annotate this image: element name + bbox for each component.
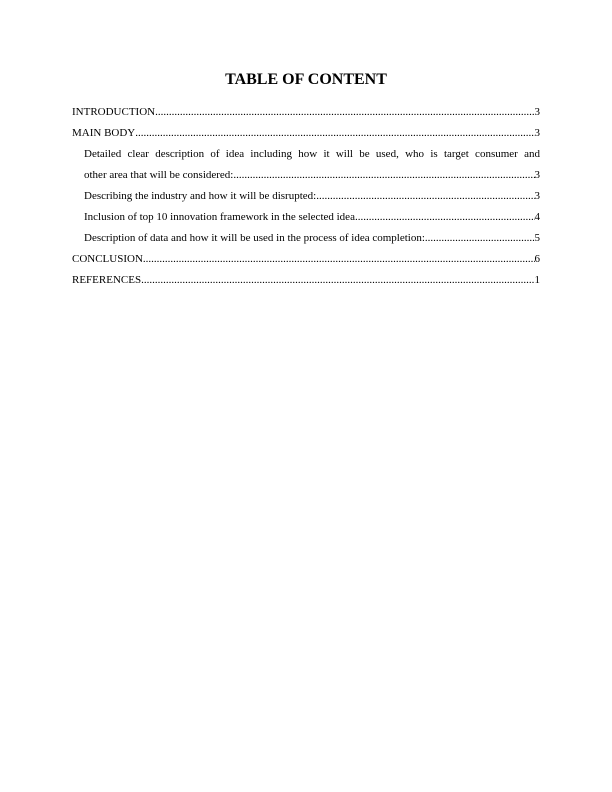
toc-dot-leader [233,165,534,186]
toc-entry-label: Inclusion of top 10 innovation framework in the selected idea [84,211,355,223]
toc-dot-leader [316,186,534,207]
table-of-contents [72,102,540,291]
toc-entry-introduction[interactable] [72,102,540,123]
toc-entry-label: Description of data and how it will be used in the process of idea completion: [84,232,425,244]
toc-entry-data-description[interactable] [72,228,540,249]
toc-entry-detailed-description[interactable] [72,144,540,186]
toc-title: TABLE OF CONTENT [225,71,387,88]
toc-entry-label: MAIN BODY [72,127,136,139]
toc-entry-label: Describing the industry and how it will be disrupted: [84,190,317,202]
toc-page-number: 3 [534,106,540,118]
toc-entry-label: CONCLUSION [72,253,143,265]
toc-entry-references[interactable] [72,270,540,291]
toc-entry-label: INTRODUCTION [72,106,156,118]
toc-dot-leader [155,102,534,123]
toc-entry-label: REFERENCES [72,274,142,286]
toc-page-number: 6 [534,253,540,265]
toc-dot-leader [425,228,535,249]
toc-page-number: 3 [534,169,540,181]
toc-entry-innovation-framework[interactable] [72,207,540,228]
toc-page-number: 3 [534,127,540,139]
toc-entry-conclusion[interactable] [72,249,540,270]
toc-page-number: 1 [534,274,540,286]
toc-entry-label-line1: Detailed clear description of idea including how it will be used, who is target consumer and [84,148,540,160]
toc-dot-leader [355,207,535,228]
toc-page-number: 5 [534,232,540,244]
toc-dot-leader [141,270,534,291]
toc-dot-leader [135,123,534,144]
toc-page-number: 3 [534,190,540,202]
toc-dot-leader [143,249,535,270]
toc-entry-main-body[interactable] [72,123,540,144]
toc-entry-label-line2: other area that will be considered: [84,169,234,181]
toc-page-number: 4 [534,211,540,223]
toc-entry-industry-disruption[interactable] [72,186,540,207]
